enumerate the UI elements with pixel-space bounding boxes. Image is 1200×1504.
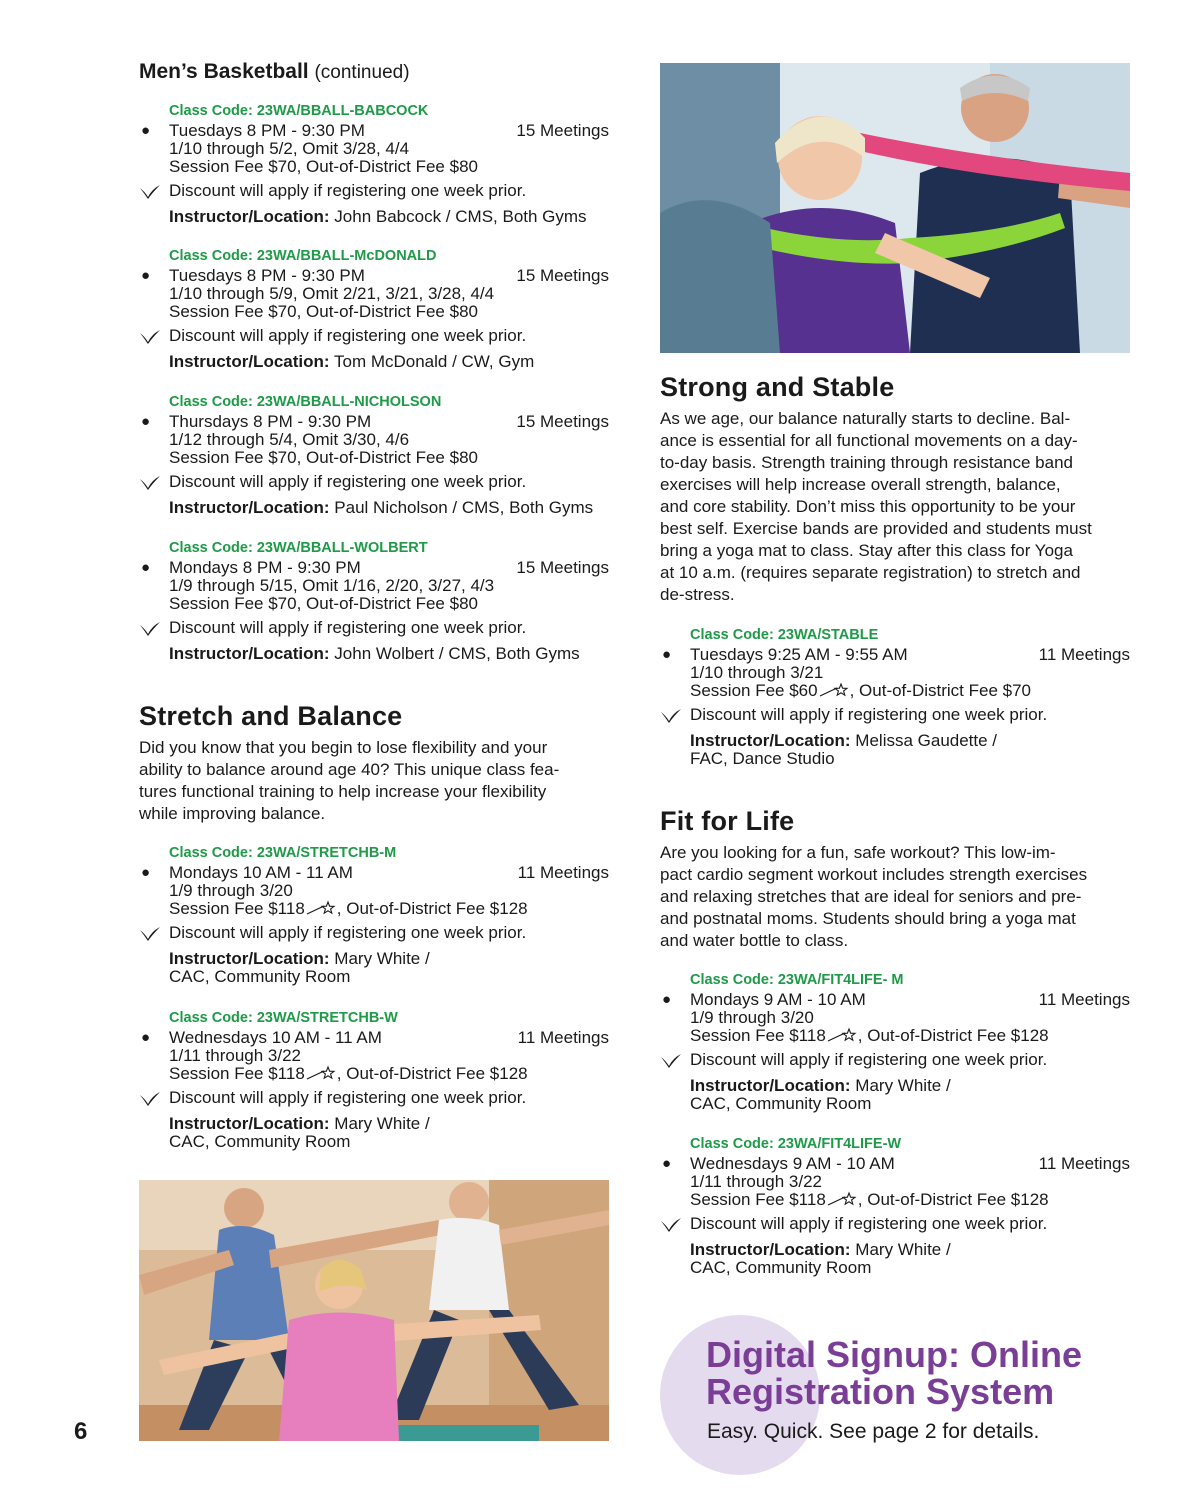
senior-star-icon — [306, 900, 336, 916]
instructor-label: Instructor/Location: — [690, 1076, 851, 1095]
instructor-label: Instructor/Location: — [169, 352, 330, 371]
class-schedule: Tuesdays 8 PM - 9:30 PM — [169, 266, 365, 285]
yoga-class-illustration — [139, 1180, 609, 1441]
class-dates: 1/9 through 3/20 — [690, 1008, 814, 1027]
swoosh-check-icon — [660, 708, 682, 724]
instructor-label: Instructor/Location: — [169, 207, 330, 226]
class-block-bball-babcock — [139, 100, 609, 226]
class-block-bball-mcdonald — [139, 245, 609, 371]
swoosh-check-icon — [139, 329, 161, 345]
desc-line: best self. Exercise bands are provided and students must — [660, 519, 1092, 538]
instructor-value: Mary White / — [855, 1240, 951, 1259]
basketball-heading — [139, 60, 410, 84]
instructor-location — [139, 1115, 609, 1151]
swoosh-check-icon — [139, 184, 161, 200]
fee-text: Session Fee $118 — [690, 1190, 826, 1209]
class-meetings: 11 Meetings — [517, 863, 609, 882]
discount-text: Discount will apply if registering one week prior. — [169, 618, 527, 637]
bullet-dot: ● — [662, 646, 672, 663]
basketball-title: Men’s Basketball — [139, 60, 309, 83]
class-block-fit4life-m — [660, 969, 1130, 1113]
senior-star-icon — [306, 1065, 336, 1081]
instructor-value: Paul Nicholson / CMS, Both Gyms — [334, 498, 594, 517]
desc-line: exercises will help increase overall strength, balance, — [660, 475, 1061, 494]
promo-subtitle: Easy. Quick. See page 2 for details. — [707, 1420, 1040, 1443]
strong-stable-title: Strong and Stable — [660, 372, 895, 402]
swoosh-check-icon — [139, 475, 161, 491]
class-schedule: Wednesdays 9 AM - 10 AM — [690, 1154, 895, 1173]
instructor-value: Tom McDonald / CW, Gym — [333, 352, 535, 371]
resistance-band-photo — [660, 63, 1130, 353]
class-code: Class Code: 23WA/FIT4LIFE-W — [690, 1136, 902, 1152]
swoosh-check-icon — [660, 1217, 682, 1233]
desc-line: tures functional training to help increase your flexibility — [139, 782, 547, 801]
senior-star-icon — [827, 1191, 857, 1207]
discount-text: Discount will apply if registering one week prior. — [169, 923, 527, 942]
promo-title — [706, 1336, 1146, 1410]
instructor-label: Instructor/Location: — [690, 731, 851, 750]
instructor-location — [139, 353, 609, 371]
instructor-value: Mary White / — [334, 949, 430, 968]
class-code: Class Code: 23WA/BBALL-NICHOLSON — [169, 394, 442, 410]
class-dates: 1/9 through 3/20 — [169, 881, 293, 900]
bullet-dot: ● — [662, 1155, 672, 1172]
class-schedule: Mondays 10 AM - 11 AM — [169, 863, 353, 882]
continued-label: (continued) — [314, 62, 410, 83]
swoosh-check-icon — [660, 1053, 682, 1069]
instructor-value: John Wolbert / CMS, Both Gyms — [334, 644, 580, 663]
fee-text-out: , Out-of-District Fee $128 — [857, 1190, 1049, 1209]
desc-line: and water bottle to class. — [660, 931, 849, 950]
swoosh-check-icon — [139, 1091, 161, 1107]
class-meetings: 15 Meetings — [516, 558, 609, 577]
class-dates: 1/10 through 3/21 — [690, 663, 824, 682]
class-dates: 1/11 through 3/22 — [690, 1172, 823, 1191]
fee-text-out: , Out-of-District Fee $128 — [857, 1026, 1049, 1045]
class-code: Class Code: 23WA/BBALL-McDONALD — [169, 248, 437, 264]
bullet-dot: ● — [141, 559, 151, 576]
desc-line: at 10 a.m. (requires separate registration) to stretch and — [660, 563, 1081, 582]
class-meetings: 15 Meetings — [516, 412, 609, 431]
instructor-location — [139, 645, 609, 663]
resistance-band-illustration — [660, 63, 1130, 353]
instructor-value: Mary White / — [855, 1076, 951, 1095]
bullet-dot: ● — [141, 267, 151, 284]
class-schedule: Tuesdays 9:25 AM - 9:55 AM — [690, 645, 908, 664]
instructor-label: Instructor/Location: — [169, 644, 330, 663]
page-number: 6 — [74, 1418, 88, 1445]
instructor-location — [660, 1241, 1130, 1277]
desc-line: de-stress. — [660, 585, 735, 604]
class-code: Class Code: 23WA/STRETCHB-M — [169, 845, 397, 861]
instructor-location — [139, 950, 609, 986]
desc-line: As we age, our balance naturally starts to decline. Bal- — [660, 409, 1071, 428]
bullet-dot: ● — [141, 413, 151, 430]
instructor-value-2: CAC, Community Room — [169, 1132, 351, 1151]
class-dates: 1/11 through 3/22 — [169, 1046, 302, 1065]
instructor-location — [139, 499, 609, 517]
class-fee — [139, 303, 609, 321]
instructor-location — [660, 1077, 1130, 1113]
desc-line: Did you know that you begin to lose flexibility and your — [139, 738, 548, 757]
class-fee — [660, 682, 1130, 700]
class-fee — [139, 158, 609, 176]
fit-for-life-title: Fit for Life — [660, 806, 795, 836]
discount-text: Discount will apply if registering one week prior. — [690, 1050, 1048, 1069]
instructor-location — [660, 732, 1130, 768]
class-meetings: 15 Meetings — [516, 266, 609, 285]
instructor-label: Instructor/Location: — [169, 498, 330, 517]
fee-text: Session Fee $60 — [690, 681, 818, 700]
fee-text-out: , Out-of-District Fee $70 — [849, 681, 1031, 700]
class-code: Class Code: 23WA/BBALL-WOLBERT — [169, 540, 428, 556]
instructor-value: John Babcock / CMS, Both Gyms — [334, 207, 587, 226]
class-code: Class Code: 23WA/STABLE — [690, 627, 879, 643]
bullet-dot: ● — [662, 991, 672, 1008]
discount-text: Discount will apply if registering one week prior. — [169, 472, 527, 491]
discount-text: Discount will apply if registering one week prior. — [169, 1088, 527, 1107]
class-dates: 1/9 through 5/15, Omit 1/16, 2/20, 3/27, 4/3 — [169, 576, 495, 595]
yoga-class-photo — [139, 1180, 609, 1441]
desc-line: and core stability. Don’t miss this opportunity to be your — [660, 497, 1076, 516]
class-fee — [660, 1027, 1130, 1045]
stretch-balance-title: Stretch and Balance — [139, 701, 403, 731]
bullet-dot: ● — [141, 864, 151, 881]
desc-line: and relaxing stretches that are ideal for seniors and pre- — [660, 887, 1082, 906]
fee-text: Session Fee $70, Out-of-District Fee $80 — [169, 302, 478, 321]
instructor-label: Instructor/Location: — [690, 1240, 851, 1259]
class-block-bball-wolbert — [139, 537, 609, 663]
class-schedule: Mondays 8 PM - 9:30 PM — [169, 558, 361, 577]
instructor-value-2: FAC, Dance Studio — [690, 749, 835, 768]
class-code: Class Code: 23WA/BBALL-BABCOCK — [169, 103, 429, 119]
class-meetings: 15 Meetings — [516, 121, 609, 140]
class-fee — [139, 449, 609, 467]
class-code: Class Code: 23WA/FIT4LIFE- M — [690, 972, 904, 988]
senior-star-icon — [827, 1027, 857, 1043]
instructor-value-2: CAC, Community Room — [690, 1258, 872, 1277]
discount-line — [660, 706, 1130, 724]
class-meetings: 11 Meetings — [1038, 645, 1130, 664]
class-block-fit4life-w — [660, 1133, 1130, 1277]
class-meetings: 11 Meetings — [1038, 1154, 1130, 1173]
fee-text: Session Fee $118 — [690, 1026, 826, 1045]
class-dates: 1/10 through 5/9, Omit 2/21, 3/21, 3/28, 4/4 — [169, 284, 495, 303]
class-schedule: Tuesdays 8 PM - 9:30 PM — [169, 121, 365, 140]
class-schedule: Thursdays 8 PM - 9:30 PM — [169, 412, 372, 431]
desc-line: bring a yoga mat to class. Stay after this class for Yoga — [660, 541, 1073, 560]
discount-line — [660, 1051, 1130, 1069]
swoosh-check-icon — [139, 926, 161, 942]
fee-text: Session Fee $118 — [169, 1064, 305, 1083]
fee-text-out: , Out-of-District Fee $128 — [336, 1064, 528, 1083]
fee-text: Session Fee $70, Out-of-District Fee $80 — [169, 157, 478, 176]
class-block-stretchb-w — [139, 1007, 609, 1151]
promo-title-line-1: Digital Signup: Online — [706, 1334, 1082, 1375]
class-meetings: 11 Meetings — [517, 1028, 609, 1047]
fit-for-life-description — [660, 842, 1130, 952]
discount-text: Discount will apply if registering one week prior. — [690, 705, 1048, 724]
bullet-dot: ● — [141, 1029, 151, 1046]
fee-text-out: , Out-of-District Fee $128 — [336, 899, 528, 918]
instructor-value: Mary White / — [334, 1114, 430, 1133]
desc-line: Are you looking for a fun, safe workout? This low-im- — [660, 843, 1056, 862]
fee-text: Session Fee $118 — [169, 899, 305, 918]
discount-line — [660, 1215, 1130, 1233]
class-fee — [139, 595, 609, 613]
class-fee — [139, 1065, 609, 1083]
discount-text: Discount will apply if registering one week prior. — [169, 181, 527, 200]
class-schedule: Wednesdays 10 AM - 11 AM — [169, 1028, 382, 1047]
discount-line — [139, 1089, 609, 1107]
discount-text: Discount will apply if registering one week prior. — [690, 1214, 1048, 1233]
instructor-label: Instructor/Location: — [169, 1114, 330, 1133]
desc-line: while improving balance. — [139, 804, 326, 823]
desc-line: ability to balance around age 40? This unique class fea- — [139, 760, 560, 779]
desc-line: ance is essential for all functional movements on a day- — [660, 431, 1078, 450]
discount-line — [139, 924, 609, 942]
instructor-value: Melissa Gaudette / — [855, 731, 998, 750]
fee-text: Session Fee $70, Out-of-District Fee $80 — [169, 594, 478, 613]
class-fee — [660, 1191, 1130, 1209]
instructor-value-2: CAC, Community Room — [690, 1094, 872, 1113]
instructor-location — [139, 208, 609, 226]
desc-line: pact cardio segment workout includes strength exercises — [660, 865, 1088, 884]
promo-title-line-2: Registration System — [706, 1371, 1055, 1412]
class-meetings: 11 Meetings — [1038, 990, 1130, 1009]
class-code: Class Code: 23WA/STRETCHB-W — [169, 1010, 398, 1026]
instructor-label: Instructor/Location: — [169, 949, 330, 968]
class-block-bball-nicholson — [139, 391, 609, 517]
discount-line — [139, 619, 609, 637]
class-schedule: Mondays 9 AM - 10 AM — [690, 990, 866, 1009]
desc-line: to-day basis. Strength training through resistance band — [660, 453, 1073, 472]
strong-stable-description — [660, 408, 1130, 606]
senior-star-icon — [819, 682, 849, 698]
class-dates: 1/10 through 5/2, Omit 3/28, 4/4 — [169, 139, 410, 158]
class-block-stretchb-m — [139, 842, 609, 986]
discount-text: Discount will apply if registering one week prior. — [169, 326, 527, 345]
discount-line — [139, 473, 609, 491]
desc-line: and postnatal moms. Students should bring a yoga mat — [660, 909, 1076, 928]
class-dates: 1/12 through 5/4, Omit 3/30, 4/6 — [169, 430, 410, 449]
class-fee — [139, 900, 609, 918]
bullet-dot: ● — [141, 122, 151, 139]
swoosh-check-icon — [139, 621, 161, 637]
instructor-value-2: CAC, Community Room — [169, 967, 351, 986]
fee-text: Session Fee $70, Out-of-District Fee $80 — [169, 448, 478, 467]
class-block-stable — [660, 624, 1130, 768]
discount-line — [139, 182, 609, 200]
discount-line — [139, 327, 609, 345]
stretch-balance-description — [139, 737, 609, 825]
